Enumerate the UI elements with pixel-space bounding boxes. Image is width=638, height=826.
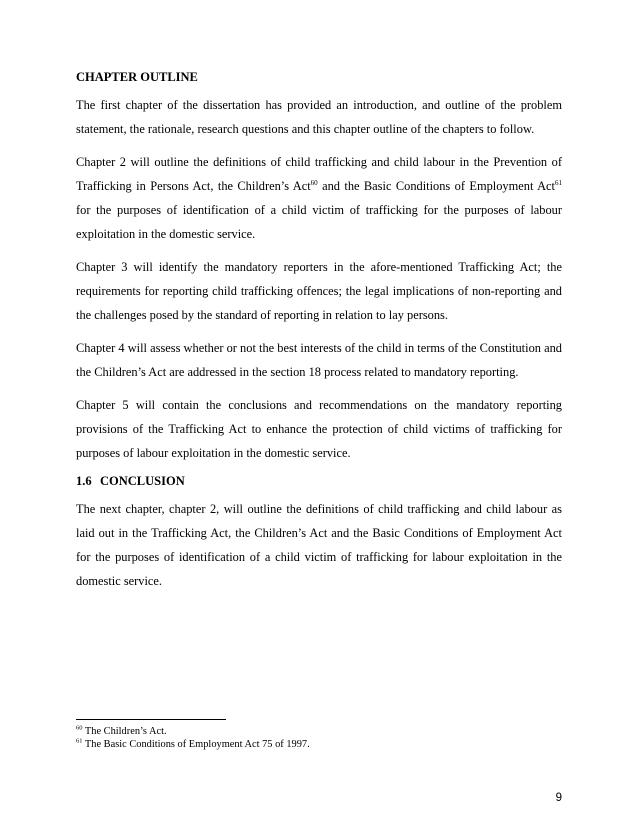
paragraph-chapter-5: Chapter 5 will contain the conclusions and recommendations on the mandatory reporting provisions of the Trafficking Act to enhance the protection of child victims of trafficking for purposes of labour exploitation in the domestic service. (76, 398, 562, 460)
page-number: 9 (555, 792, 562, 804)
conclusion-heading (76, 474, 562, 489)
chapter-outline-heading: CHAPTER OUTLINE (76, 70, 198, 84)
conclusion-heading-text: CONCLUSION (100, 474, 185, 488)
paragraph-chapter-2-text-b: and the Basic Conditions of Employment Act (317, 179, 556, 193)
footnote-separator (76, 719, 226, 720)
footnote-mark: 60 (76, 724, 83, 732)
footnote-text: The Basic Conditions of Employment Act 75 of 1997. (82, 739, 310, 750)
paragraph-first-chapter: The first chapter of the dissertation has provided an introduction, and outline of the problem statement, the rationale, research questions and this chapter outline of the chapters to follow. (76, 98, 562, 136)
footnote-text: The Children’s Act. (82, 726, 167, 737)
paragraph-chapter-2-text-c: for the purposes of identification of a child victim of trafficking for the purposes of labour exploitation in the domestic service. (76, 203, 562, 241)
footnote-ref-60: 60 (310, 178, 318, 187)
paragraph-chapter-3: Chapter 3 will identify the mandatory reporters in the afore-mentioned Trafficking Act; the requirements for reporting child trafficking offences; the legal implications of non-reporting and the challenges posed by the standard of reporting in relation to lay persons. (76, 260, 562, 322)
footnotes (76, 725, 562, 751)
paragraph-chapter-2 (76, 150, 562, 246)
paragraph-chapter-4: Chapter 4 will assess whether or not the best interests of the child in terms of the Constitution and the Children’s Act are addressed in the section 18 process related to mandatory reporting. (76, 341, 562, 379)
footnote-61 (76, 738, 562, 751)
section-number: 1.6 (76, 474, 92, 488)
paragraph-chapter-2-text-a: Chapter 2 will outline the definitions of child trafficking and child labour in the Prevention of Trafficking in Persons Act, the Children’s Act (76, 155, 562, 193)
document-body (76, 70, 562, 602)
footnote-60 (76, 725, 562, 738)
footnote-mark: 61 (76, 737, 83, 745)
paragraph-conclusion: The next chapter, chapter 2, will outline the definitions of child trafficking and child labour as laid out in the Trafficking Act, the Children’s Act and the Basic Conditions of Employment Act for the purposes of identification of a child victim of trafficking for labour exploitation in the domestic service. (76, 502, 562, 588)
footnote-ref-61: 61 (555, 178, 563, 187)
